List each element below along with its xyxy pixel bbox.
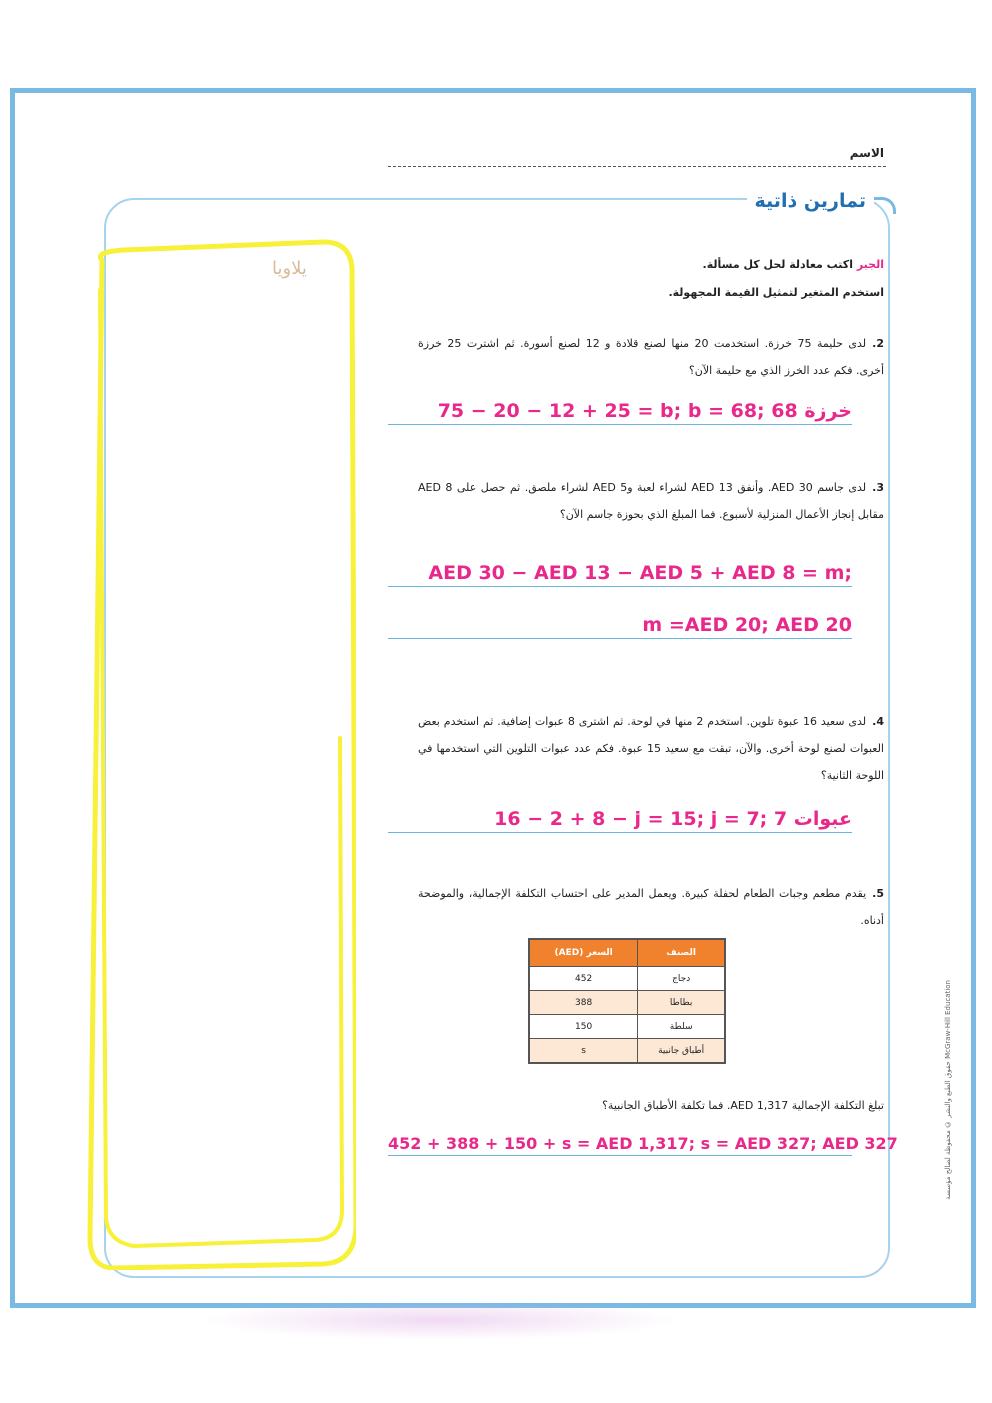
question-text: لدى حليمة 75 خرزة. استخدمت 20 منها لصنع قلادة و 12 لصنع أسورة. ثم اشترت 25 خرزة أخرى. فكم عدد الخرز الذي مع حليمة الآن؟ bbox=[418, 337, 884, 377]
question-number: 5. bbox=[872, 887, 884, 900]
question-text: لدى سعيد 16 عبوة تلوين. استخدم 2 منها في لوحة. ثم اشترى 8 عبوات إضافية. ثم استخدم بعض العبوات لصنع لوحة أخرى. والآن، تبقت مع سعيد 15 عبوة. فكم عدد عبوات التلوين التي استخدمها في اللوحة الثانية؟ bbox=[418, 715, 884, 782]
table-cell: دجاج bbox=[638, 967, 725, 991]
question-text: يقدم مطعم وجبات الطعام لحفلة كبيرة. ويعمل المدير على احتساب التكلفة الإجمالية، والموضحة أدناه. bbox=[418, 887, 884, 927]
table-header-price: السعر (AED) bbox=[529, 939, 638, 967]
copyright-sidebar: حقوق الطبع والنشر © محفوظة لصالح مؤسسة McGraw-Hill Education bbox=[944, 980, 952, 1200]
answer-3-line-2[interactable]: m =AED 20; AED 20 bbox=[388, 614, 852, 639]
answer-4[interactable]: 16 − 2 + 8 − j = 15; j = 7; 7 عبوات bbox=[388, 808, 852, 833]
handwritten-note: يلاويا bbox=[272, 258, 307, 279]
intro-line-2: استخدم المتغير لتمثيل القيمة المجهولة. bbox=[668, 286, 884, 299]
question-number: 4. bbox=[872, 715, 884, 728]
question-5-followup: تبلغ التكلفة الإجمالية 1,317 AED. فما تكلفة الأطباق الجانبية؟ bbox=[602, 1099, 884, 1112]
table-cell: 452 bbox=[529, 967, 638, 991]
question-2 bbox=[418, 330, 884, 384]
table-cell: أطباق جانبية bbox=[638, 1039, 725, 1064]
question-text: لدى جاسم 30 AED. وأنفق 13 AED لشراء لعبة و5 AED لشراء ملصق. ثم حصل على 8 AED مقابل إنجاز الأعمال المنزلية لأسبوع. فما المبلغ الذي بحوزة جاسم الآن؟ bbox=[418, 481, 884, 521]
intro-tag: الجبر bbox=[856, 258, 884, 271]
question-5 bbox=[418, 880, 884, 934]
section-title: تمارين ذاتية bbox=[747, 190, 874, 212]
table-cell: سلطة bbox=[638, 1015, 725, 1039]
table-cell: s bbox=[529, 1039, 638, 1064]
question-number: 2. bbox=[872, 337, 884, 350]
pink-glow-decoration bbox=[200, 1300, 680, 1340]
answer-3-line-1[interactable]: AED 30 − AED 13 − AED 5 + AED 8 = m; bbox=[388, 562, 852, 587]
table-row bbox=[529, 1015, 725, 1039]
name-label: الاسم bbox=[849, 146, 884, 160]
highlight-box bbox=[84, 238, 356, 1270]
answer-5[interactable]: 452 + 388 + 150 + s = AED 1,317; s = AED 327; AED 327 bbox=[388, 1134, 852, 1156]
table-header-item: الصنف bbox=[638, 939, 725, 967]
cost-table bbox=[528, 938, 726, 1064]
question-4 bbox=[418, 708, 884, 789]
table-row bbox=[529, 1039, 725, 1064]
table-header-row bbox=[529, 939, 725, 967]
answer-2[interactable]: 75 − 20 − 12 + 25 = b; b = 68; 68 خرزة bbox=[388, 400, 852, 425]
table-cell: 388 bbox=[529, 991, 638, 1015]
intro-text-1: اكتب معادلة لحل كل مسألة. bbox=[702, 258, 853, 271]
table-cell: 150 bbox=[529, 1015, 638, 1039]
name-line[interactable] bbox=[388, 166, 886, 167]
table-row bbox=[529, 967, 725, 991]
question-3 bbox=[418, 474, 884, 528]
intro-line-1 bbox=[404, 258, 884, 271]
table-row bbox=[529, 991, 725, 1015]
table-cell: بطاطا bbox=[638, 991, 725, 1015]
question-number: 3. bbox=[872, 481, 884, 494]
